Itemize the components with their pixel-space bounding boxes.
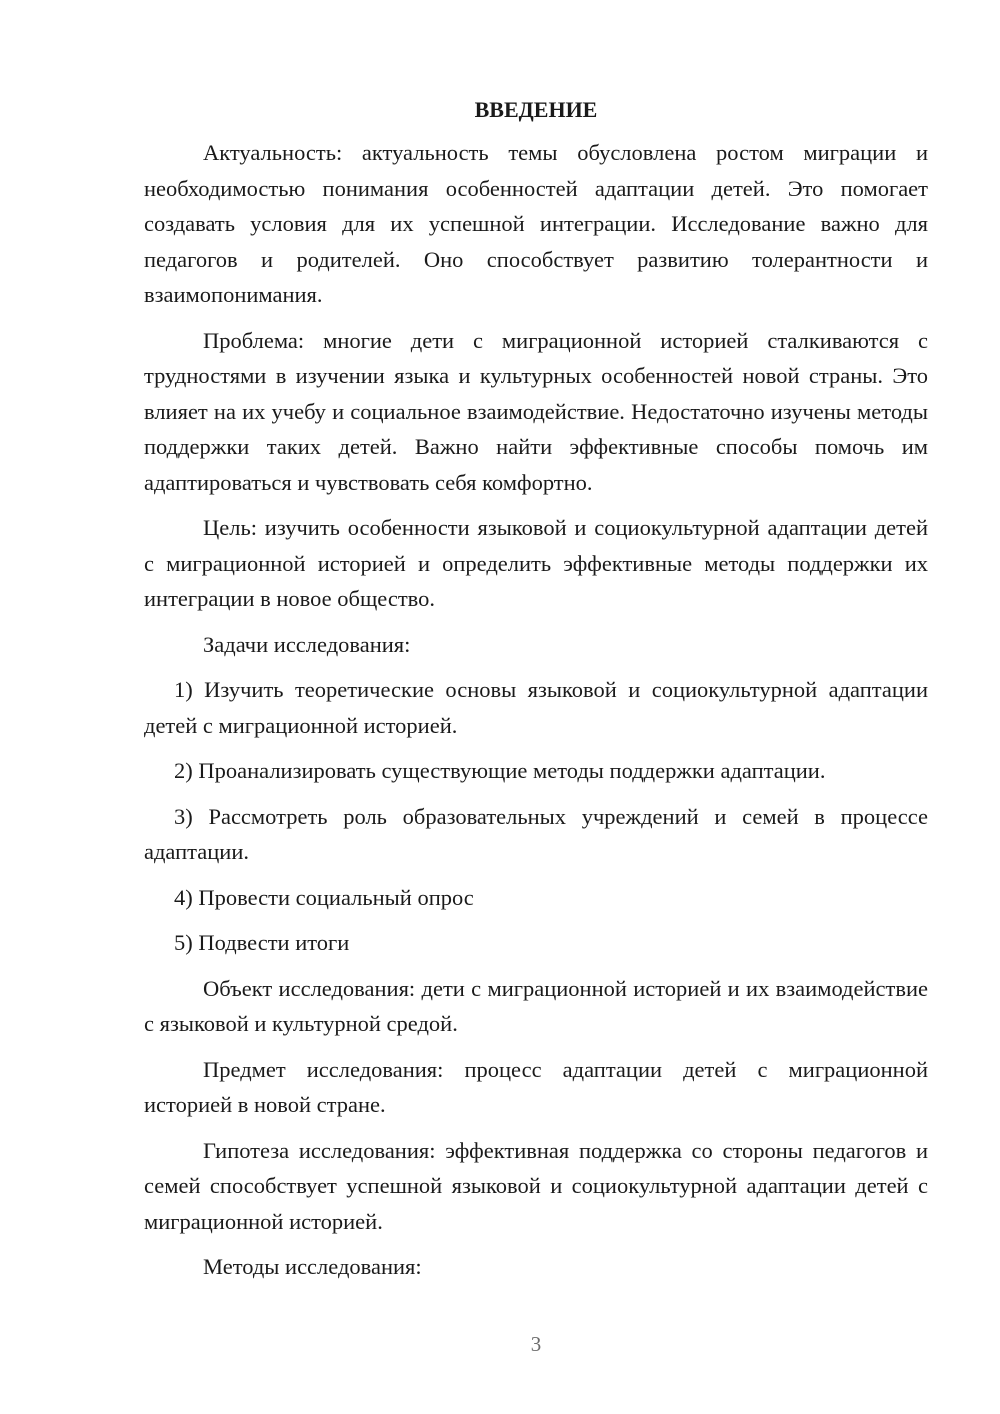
task-item-5: 5) Подвести итоги: [174, 930, 350, 955]
subject-paragraph: Предмет исследования: процесс адаптации детей с миграционной историей в новой стране.: [144, 1056, 928, 1117]
methods-title: Методы исследования:: [203, 1254, 422, 1279]
task-item-3: 3) Рассмотреть роль образовательных учреждений и семей в процессе адаптации.: [144, 803, 928, 864]
task-item-2: 2) Проанализировать существующие методы поддержки адаптации.: [174, 758, 826, 783]
page-title: ВВЕДЕНИЕ: [474, 97, 598, 122]
tasks-title: Задачи исследования:: [203, 631, 411, 657]
task-item-1: 1) Изучить теоретические основы языковой и социокультурной адаптации детей с миграционной историей.: [144, 677, 928, 738]
hypothesis-paragraph: Гипотеза исследования: эффективная поддержка со стороны педагогов и семей способствует успешной языковой и социокультурной адаптации детей с миграционной историей.: [144, 1137, 928, 1234]
task-item-4: 4) Провести социальный опрос: [174, 884, 474, 910]
goal-paragraph: Цель: изучить особенности языковой и социокультурной адаптации детей с миграционной историей и определить эффективные методы поддержки их интеграции в новое общество.: [144, 515, 928, 611]
object-paragraph: Объект исследования: дети с миграционной историей и их взаимодействие с языковой и культурной средой.: [144, 975, 928, 1036]
relevance-paragraph: Актуальность: актуальность темы обусловлена ростом миграции и необходимостью понимания особенностей адаптации детей. Это помогает создавать условия для их успешной интеграции. Исследование важно для педагогов и родителей. Оно способствует развитию толерантности и взаимопонимания.: [144, 140, 928, 307]
page-number: 3: [530, 1332, 542, 1356]
page-content: [144, 92, 928, 1295]
problem-paragraph: Проблема: многие дети с миграционной историей сталкиваются с трудностями в изучении языка и культурных особенностей новой страны. Это влияет на их учебу и социальное взаимодействие. Недостаточно изучены методы поддержки таких детей. Важно найти эффективные способы помочь им адаптироваться и чувствовать себя комфортно.: [144, 327, 928, 495]
